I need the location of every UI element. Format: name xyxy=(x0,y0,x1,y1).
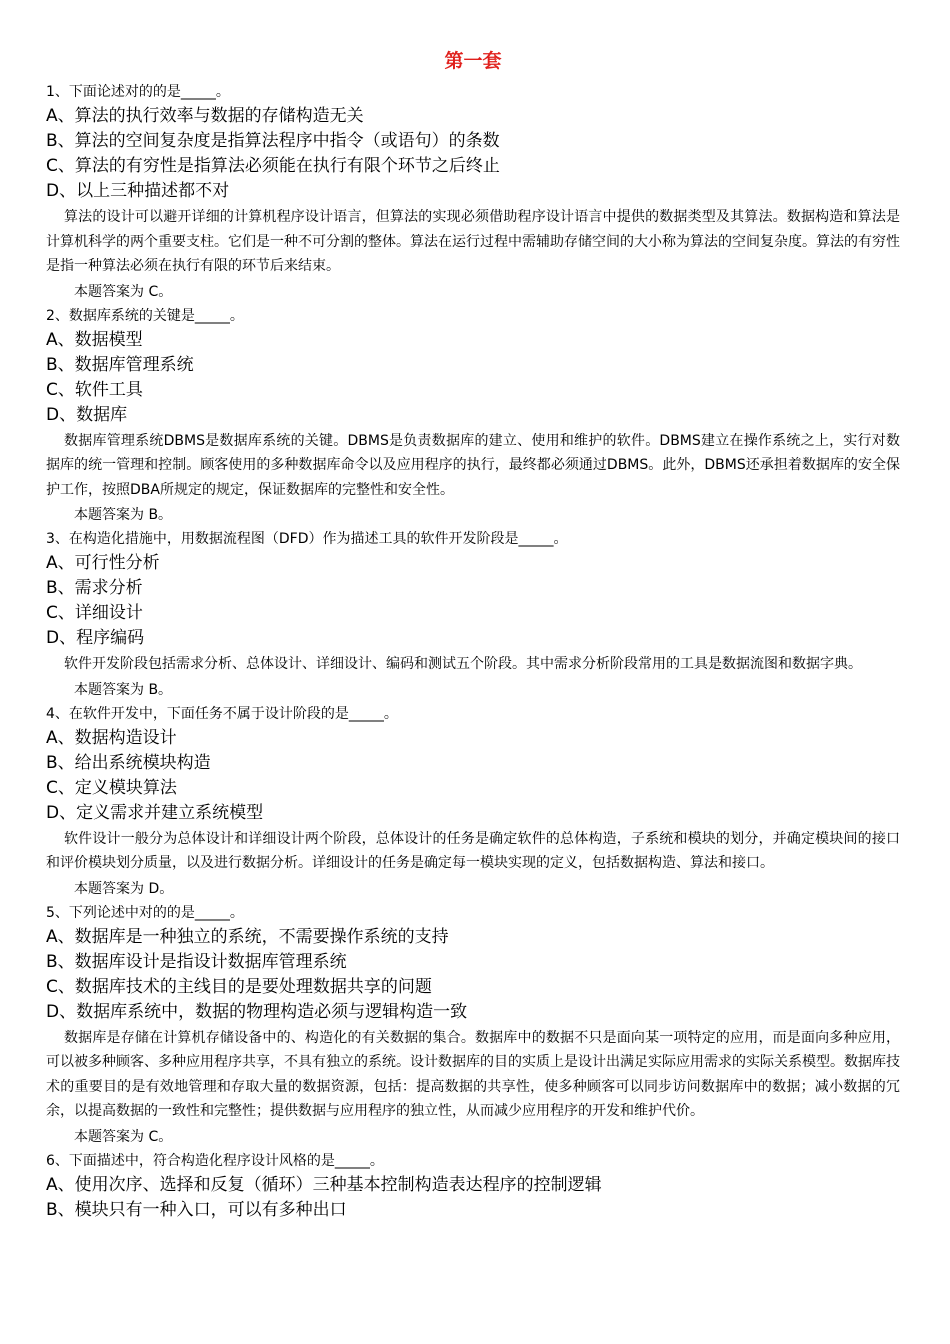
question-block-1 xyxy=(46,80,900,304)
option-c: C、详细设计 xyxy=(46,603,143,623)
option-a: A、数据构造设计 xyxy=(46,727,177,748)
question-block-5 xyxy=(46,901,900,1149)
explanation: 软件设计一般分为总体设计和详细设计两个阶段，总体设计的任务是确定软件的总体构造，子系统和模块的划分，并确定模块间的接口和评价模块划分质量，以及进行数据分析。详细设计的任务是确定每一模块实现的定义，包括数据构造、算法和接口。 xyxy=(46,830,900,871)
page-title: 第一套 xyxy=(444,50,502,72)
explanation: 数据库管理系统DBMS是数据库系统的关键。DBMS是负责数据库的建立、使用和维护的软件。DBMS建立在操作系统之上，实行对数据库的统一管理和控制。顾客使用的多种数据库命令以及应用程序的执行，最终都必须通过DBMS。此外，DBMS还承担着数据库的安全保护工作，按照DBA所规定的规定，保证数据库的完整性和安全性。 xyxy=(46,432,900,498)
option-a: A、数据库是一种独立的系统，不需要操作系统的支持 xyxy=(46,926,449,947)
option-d: D、定义需求并建立系统模型 xyxy=(46,802,264,823)
answer-line: 本题答案为 D。 xyxy=(74,880,174,897)
question-text: 3、在构造化措施中，用数据流程图（DFD）作为描述工具的软件开发阶段是_____。 xyxy=(46,531,568,547)
option-b: B、算法的空间复杂度是指算法程序中指令（或语句）的条数 xyxy=(46,131,500,151)
option-b: B、模块只有一种入口，可以有多种出口 xyxy=(46,1199,347,1220)
option-c: C、定义模块算法 xyxy=(46,777,177,798)
answer-line: 本题答案为 C。 xyxy=(74,1128,173,1145)
option-a: A、可行性分析 xyxy=(46,553,160,573)
option-a: A、算法的执行效率与数据的存储构造无关 xyxy=(46,106,364,126)
option-a: A、数据模型 xyxy=(46,329,143,350)
question-text: 1、下面论述对的的是_____。 xyxy=(46,84,230,100)
option-c: C、数据库技术的主线目的是要处理数据共享的问题 xyxy=(46,976,432,997)
option-c: C、软件工具 xyxy=(46,379,143,400)
explanation: 算法的设计可以避开详细的计算机程序设计语言，但算法的实现必须借助程序设计语言中提供的数据类型及其算法。数据构造和算法是计算机科学的两个重要支柱。它们是一种不可分割的整体。算法在运行过程中需辅助存储空间的大小称为算法的空间复杂度。算法的有穷性是指一种算法必须在执行有限的环节后来结束。 xyxy=(46,209,900,274)
question-text: 4、在软件开发中，下面任务不属于设计阶段的是_____。 xyxy=(46,705,398,722)
answer-line: 本题答案为 B。 xyxy=(74,681,173,698)
question-text: 5、下列论述中对的的是_____。 xyxy=(46,904,244,921)
option-c: C、算法的有穷性是指算法必须能在执行有限个环节之后终止 xyxy=(46,156,500,176)
option-d: D、程序编码 xyxy=(46,628,145,648)
question-text: 6、下面描述中，符合构造化程序设计风格的是_____。 xyxy=(46,1152,384,1169)
answer-line: 本题答案为 B。 xyxy=(74,507,173,523)
explanation: 软件开发阶段包括需求分析、总体设计、详细设计、编码和测试五个阶段。其中需求分析阶段常用的工具是数据流图和数据字典。 xyxy=(64,656,862,672)
option-b: B、给出系统模块构造 xyxy=(46,752,211,773)
option-b: B、数据库管理系统 xyxy=(46,354,194,375)
option-b: B、需求分析 xyxy=(46,578,143,598)
question-block-3 xyxy=(46,527,900,702)
question-block-6 xyxy=(46,1149,900,1223)
option-d: D、数据库 xyxy=(46,404,128,425)
answer-line: 本题答案为 C。 xyxy=(74,283,173,300)
explanation: 数据库是存储在计算机存储设备中的、构造化的有关数据的集合。数据库中的数据不只是面向某一项特定的应用，而是面向多种应用，可以被多种顾客、多种应用程序共享，不具有独立的系统。设计数据库的目的实质上是设计出满足实际应用需求的实际关系模型。数据库技术的重要目的是有效地管理和存取大量的数据资源，包括：提高数据的共享性，使多种顾客可以同步访问数据库中的数据；减小数据的冗余，以提高数据的一致性和完整性；提供数据与应用程序的独立性，从而减少应用程序的开发和维护代价。 xyxy=(46,1029,900,1119)
question-block-2 xyxy=(46,304,900,528)
option-d: D、以上三种描述都不对 xyxy=(46,181,230,201)
option-b: B、数据库设计是指设计数据库管理系统 xyxy=(46,951,347,972)
option-a: A、使用次序、选择和反复（循环）三种基本控制构造表达程序的控制逻辑 xyxy=(46,1174,602,1195)
question-block-4 xyxy=(46,702,900,901)
question-text: 2、数据库系统的关键是_____。 xyxy=(46,307,244,324)
option-d: D、数据库系统中，数据的物理构造必须与逻辑构造一致 xyxy=(46,1001,468,1022)
